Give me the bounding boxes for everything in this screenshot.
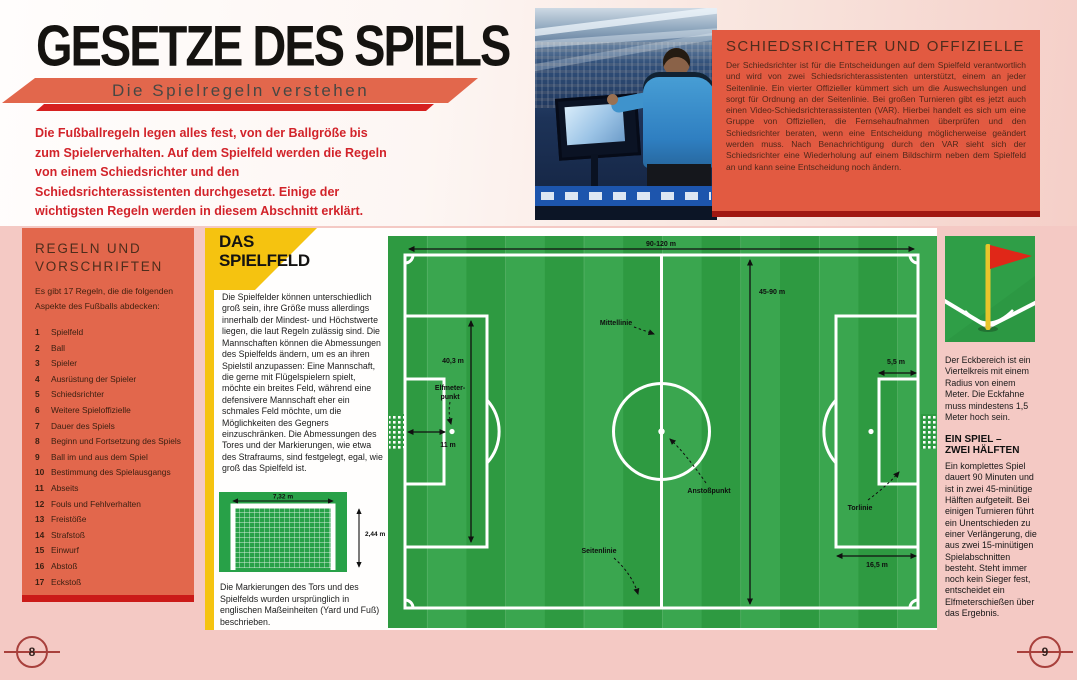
rules-title: REGELN UND VORSCHRIFTEN — [35, 241, 164, 274]
page-subtitle: Die Spielregeln verstehen — [112, 81, 370, 100]
rule-item: 16 Abstoß — [35, 561, 78, 571]
rule-item: 14 Strafstoß — [35, 529, 85, 540]
penalty-spot-right — [868, 429, 873, 434]
midline-label: Mittellinie — [599, 320, 633, 327]
rule-item: 3 Spieler — [35, 358, 78, 369]
pitch-diagram — [388, 236, 937, 628]
rules-intro: Es gibt 17 Regeln, die die folgenden Aspekte des Fußballs abdecken: — [35, 286, 174, 312]
spielfeld-body: Die Spielfelder können unterschiedlich groß sein, ihre Größe muss allerdings innerhalb der Mindest- und Höchstwerte liegen, die laut Regeln zulässig sind. Die Mannschaften können die Abmessungen des Spielfelds ändern, um es an ihren Spielstil anzupassen: Eine Mannschaft, die gerne mit Flügelspielern spielt, möchte ein breites Feld, während eine defensivere Mannschaft eher ein schmales Feld möchte, um die Möglichkeiten des Gegners einzuschränken. Die Abmessungen des Tores und der Markierungen, wie etwa des Strafraums, sind festgelegt, egal, wie groß das Spielfeld ist. — [222, 292, 383, 474]
rule-item: 17 Eckstoß — [35, 576, 82, 587]
two-halves-title: EIN SPIEL – ZWEI HÄLFTEN — [945, 433, 1020, 457]
rule-item: 12 Fouls und Fehlverhalten — [35, 498, 141, 509]
penalty-area-depth-label: 16,5 m — [866, 562, 888, 569]
advertising-board — [535, 186, 717, 206]
penalty-spot-label-1: Elfmeter- — [434, 385, 466, 392]
page-title: GESETZE DES SPIELS — [36, 13, 510, 78]
rule-item: 8 Beginn und Fortsetzung des Spiels — [35, 436, 181, 447]
rules-list — [35, 325, 181, 590]
penalty-area-width-label: 40,3 m — [442, 358, 464, 365]
rule-item: 5 Schiedsrichter — [35, 389, 105, 400]
rule-item: 7 Dauer des Spiels — [35, 420, 115, 431]
penalty-spot-label-2: punkt — [440, 394, 460, 401]
goal-width-label: 7,32 m — [272, 493, 294, 501]
goal-right — [921, 414, 936, 449]
referee-torso — [643, 72, 715, 168]
rule-item: 13 Freistöße — [35, 514, 87, 525]
referee-box-body: Der Schiedsrichter ist für die Entscheidungen auf dem Spielfeld verantwortlich und wird von zwei Schiedsrichterassistenten unterstützt, einem an jeder Seitenlinie. Ein vierter Offizieller kümmert sich um die Auswechslungen und sorgt für Ordnung an der Seitenlinie. Bei großen Turnieren gibt es jetzt auch einen Video-Schiedsrichterassistenten (VAR). Hierbei handelt es sich um eine Gruppe von Offiziellen, die Fernsehaufnahmen überprüfen und den Schiedsrichter beraten, wenn eine Entscheidung möglicherweise geändert werden muss. Nach Benachrichtigung durch den VAR sieht sich der Schiedsrichter eine Wiederholung auf einem Bildschirm neben dem Spielfeld an und kann seine Entscheidung noch ändern. — [726, 60, 1026, 172]
referee-box-title: SCHIEDSRICHTER UND OFFIZIELLE — [726, 38, 1025, 55]
page-number-right: 9 — [1029, 636, 1061, 668]
corner-column — [945, 236, 1037, 619]
rule-item: 1 Spielfeld — [35, 327, 84, 338]
goal-figure — [219, 492, 401, 572]
pitch-width-label: 45-90 m — [759, 289, 786, 296]
spielfeld-title: DAS SPIELFELD — [219, 232, 310, 270]
rule-item: 10 Bestimmung des Spielausgangs — [35, 467, 171, 478]
penalty-spot-left — [449, 429, 454, 434]
penalty-distance-label: 11 m — [440, 442, 456, 449]
corner-flag-figure — [945, 236, 1035, 342]
referee-officials-box — [712, 30, 1040, 217]
goal-height-label: 2,44 m — [365, 531, 386, 538]
kickoff-spot-label: Anstoßpunkt — [687, 488, 731, 495]
rules-sidebar — [22, 228, 194, 602]
rule-item: 2 Ball — [35, 342, 65, 353]
goal-net — [233, 508, 333, 568]
rule-item: 15 Einwurf — [35, 545, 79, 556]
intro-paragraph: Die Fußballregeln legen alles fest, von der Ballgröße bis zum Spielerverhalten. Auf dem Spielfeld werden die Regeln von einem Schiedsrichter und den Schiedsrichterassistenten durchgesetzt. Einige der wichtigsten Regeln werden in diesem Abschnitt erklärt. — [35, 126, 387, 218]
rule-item: 11 Abseits — [35, 483, 79, 494]
goal-area-depth-label: 5,5 m — [887, 359, 905, 366]
pitch-length-label: 90-120 m — [646, 241, 676, 248]
goal-line-label: Torlinie — [847, 505, 873, 512]
flag-pole — [986, 244, 991, 330]
goal-left — [389, 414, 404, 449]
two-halves-body: Ein komplettes Spiel dauert 90 Minuten und ist in zwei 45-minütige Hälften aufgeteilt. Bei einigen Turnieren führt ein Unentschieden zu einer Verlängerung, die aus zwei 15-minütigen Spielabschnitten besteht. Steht immer noch kein Sieger fest, entscheidet ein Elfmeterschießen über das Ergebnis. — [945, 461, 1037, 618]
rule-item: 9 Ball im und aus dem Spiel — [35, 451, 148, 462]
touchline-label: Seitenlinie — [581, 548, 617, 555]
goal-caption: Die Markierungen des Tors und des Spielfelds wurden ursprünglich in englischen Maßeinheiten (Yard und Fuß) beschrieben. — [220, 582, 380, 627]
center-spot — [658, 428, 664, 434]
referee-photo — [535, 8, 717, 220]
page-number-left: 8 — [16, 636, 48, 668]
spielfeld-panel — [205, 228, 937, 630]
rule-item: 4 Ausrüstung der Spieler — [35, 373, 137, 384]
subtitle-red-bar — [36, 104, 434, 111]
rule-item: 6 Weitere Spieloffizielle — [35, 405, 131, 416]
referee-hand — [607, 94, 618, 105]
corner-caption: Der Eckbereich ist ein Viertelkreis mit einem Radius von einem Meter. Die Eckfahne muss mindestens 1,5 Meter hoch sein. — [945, 355, 1031, 423]
pitchside-floor — [535, 206, 717, 220]
